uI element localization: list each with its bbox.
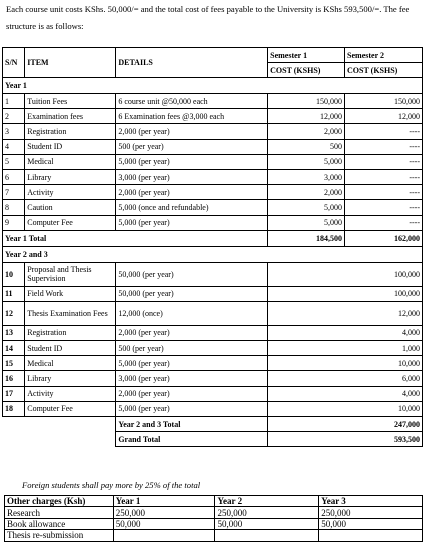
table-row [3, 301, 423, 325]
other-row-year-2 [215, 530, 319, 541]
row-cost: 4,000 [268, 325, 423, 340]
row-cost: 10,000 [268, 401, 423, 416]
year-2-3-label: Year 2 and 3 [3, 246, 423, 262]
year-1-total-semester-2: 162,000 [345, 230, 423, 246]
row-semester-2-cost: 150,000 [345, 94, 423, 109]
header-semester-1: Semester 1 [268, 48, 345, 63]
row-details: 12,000 (once) [116, 301, 268, 325]
row-sn: 2 [3, 109, 25, 124]
table-row [5, 507, 423, 518]
table-row [3, 200, 423, 215]
row-cost: 100,000 [268, 286, 423, 301]
table-row [3, 371, 423, 386]
blank-cell [3, 432, 116, 447]
row-item: Medical [25, 356, 116, 371]
header-semester-2-cost: COST (KSHS) [345, 63, 423, 78]
table-row [3, 286, 423, 301]
row-details: 50,000 (per year) [116, 262, 268, 286]
row-sn: 14 [3, 341, 25, 356]
row-semester-2-cost: ---- [345, 185, 423, 200]
header-details: DETAILS [116, 48, 268, 78]
row-semester-2-cost: ---- [345, 169, 423, 184]
year-1-total-label: Year 1 Total [3, 230, 268, 246]
row-sn: 12 [3, 301, 25, 325]
row-details: 3,000 (per year) [116, 371, 268, 386]
fee-structure-table [2, 47, 423, 447]
other-row-label: Research [5, 507, 114, 518]
row-sn: 15 [3, 356, 25, 371]
year-1-total-semester-1: 184,500 [268, 230, 345, 246]
row-item: Examination fees [25, 109, 116, 124]
other-row-year-3: 250,000 [319, 507, 423, 518]
table-row [3, 109, 423, 124]
row-sn: 4 [3, 139, 25, 154]
row-details: 5,000 (per year) [116, 154, 268, 169]
row-semester-1-cost: 5,000 [268, 200, 345, 215]
row-details: 2,000 (per year) [116, 386, 268, 401]
row-details: 2,000 (per year) [116, 124, 268, 139]
row-semester-2-cost: ---- [345, 215, 423, 230]
row-item: Student ID [25, 341, 116, 356]
table-row [3, 356, 423, 371]
row-details: 500 (per year) [116, 139, 268, 154]
blank-cell [3, 417, 116, 432]
header-semester-1-cost: COST (KSHS) [268, 63, 345, 78]
row-semester-2-cost: ---- [345, 124, 423, 139]
header-item: ITEM [25, 48, 116, 78]
row-cost: 6,000 [268, 371, 423, 386]
year-1-total-row [3, 230, 423, 246]
row-semester-2-cost: ---- [345, 200, 423, 215]
row-item: Activity [25, 386, 116, 401]
table-row [3, 341, 423, 356]
row-semester-1-cost: 2,000 [268, 124, 345, 139]
row-sn: 8 [3, 200, 25, 215]
other-header-label: Other charges (Ksh) [5, 496, 114, 507]
other-row-year-2: 250,000 [215, 507, 319, 518]
table-row [5, 530, 423, 541]
row-item: Registration [25, 124, 116, 139]
row-item: Student ID [25, 139, 116, 154]
grand-total-value: 593,500 [268, 432, 423, 447]
row-item: Proposal and Thesis Supervision [25, 262, 116, 286]
row-item: Computer Fee [25, 401, 116, 416]
row-sn: 11 [3, 286, 25, 301]
row-details: 6 course unit @50,000 each [116, 94, 268, 109]
table-row [3, 215, 423, 230]
row-semester-1-cost: 12,000 [268, 109, 345, 124]
other-row-year-3 [319, 530, 423, 541]
header-sn: S/N [3, 48, 25, 78]
row-details: 5,000 (per year) [116, 356, 268, 371]
row-details: 3,000 (per year) [116, 169, 268, 184]
table-row [3, 94, 423, 109]
row-details: 5,000 (once and refundable) [116, 200, 268, 215]
row-item: Library [25, 371, 116, 386]
row-sn: 1 [3, 94, 25, 109]
row-item: Activity [25, 185, 116, 200]
year-2-3-total-label: Year 2 and 3 Total [116, 417, 268, 432]
row-semester-1-cost: 5,000 [268, 154, 345, 169]
other-row-year-2: 50,000 [215, 518, 319, 529]
table-row [3, 139, 423, 154]
row-sn: 16 [3, 371, 25, 386]
row-item: Field Work [25, 286, 116, 301]
other-charges-table [4, 495, 423, 542]
row-details: 6 Examination fees @3,000 each [116, 109, 268, 124]
fee-header-row [3, 48, 423, 63]
row-item: Caution [25, 200, 116, 215]
row-semester-2-cost: ---- [345, 139, 423, 154]
row-sn: 18 [3, 401, 25, 416]
row-semester-1-cost: 3,000 [268, 169, 345, 184]
table-row [3, 185, 423, 200]
other-charges-header-row [5, 496, 423, 507]
row-cost: 4,000 [268, 386, 423, 401]
other-row-year-1: 50,000 [113, 518, 215, 529]
grand-total-label: Grand Total [116, 432, 268, 447]
row-details: 5,000 (per year) [116, 215, 268, 230]
row-sn: 5 [3, 154, 25, 169]
row-details: 2,000 (per year) [116, 325, 268, 340]
row-sn: 6 [3, 169, 25, 184]
row-item: Computer Fee [25, 215, 116, 230]
row-semester-1-cost: 5,000 [268, 215, 345, 230]
foreign-students-note: Foreign students shall pay more by 25% of the total [22, 480, 201, 490]
row-item: Medical [25, 154, 116, 169]
row-details: 500 (per year) [116, 341, 268, 356]
table-row [3, 169, 423, 184]
year-2-3-total-row [3, 417, 423, 432]
row-sn: 10 [3, 262, 25, 286]
table-row [3, 325, 423, 340]
row-semester-1-cost: 500 [268, 139, 345, 154]
grand-total-row [3, 432, 423, 447]
table-row [3, 401, 423, 416]
table-row [3, 262, 423, 286]
row-semester-2-cost: 12,000 [345, 109, 423, 124]
row-sn: 3 [3, 124, 25, 139]
row-item: Thesis Examination Fees [25, 301, 116, 325]
row-item: Registration [25, 325, 116, 340]
row-semester-2-cost: ---- [345, 154, 423, 169]
row-details: 2,000 (per year) [116, 185, 268, 200]
header-semester-2: Semester 2 [345, 48, 423, 63]
year-1-section-row [3, 78, 423, 94]
year-2-3-total-value: 247,000 [268, 417, 423, 432]
row-item: Tuition Fees [25, 94, 116, 109]
other-row-label: Book allowance [5, 518, 114, 529]
other-header-year-2: Year 2 [215, 496, 319, 507]
other-header-year-1: Year 1 [113, 496, 215, 507]
year-1-label: Year 1 [3, 78, 423, 94]
other-row-year-1 [113, 530, 215, 541]
row-sn: 17 [3, 386, 25, 401]
table-row [3, 124, 423, 139]
table-row [3, 386, 423, 401]
row-sn: 9 [3, 215, 25, 230]
row-cost: 100,000 [268, 262, 423, 286]
year-2-3-section-row [3, 246, 423, 262]
table-row [5, 518, 423, 529]
row-cost: 10,000 [268, 356, 423, 371]
row-item: Library [25, 169, 116, 184]
table-row [3, 154, 423, 169]
row-sn: 7 [3, 185, 25, 200]
row-details: 50,000 (per year) [116, 286, 268, 301]
other-row-year-1: 250,000 [113, 507, 215, 518]
row-cost: 12,000 [268, 301, 423, 325]
row-cost: 1,000 [268, 341, 423, 356]
other-row-label: Thesis re-submission [5, 530, 114, 541]
intro-paragraph: Each course unit costs KShs. 50,000/= and the total cost of fees payable to the University is KShs 593,500/=. The fee structure is as follows: [6, 4, 410, 31]
row-semester-1-cost: 150,000 [268, 94, 345, 109]
row-semester-1-cost: 2,000 [268, 185, 345, 200]
row-details: 5,000 (per year) [116, 401, 268, 416]
row-sn: 13 [3, 325, 25, 340]
other-row-year-3: 50,000 [319, 518, 423, 529]
other-header-year-3: Year 3 [319, 496, 423, 507]
